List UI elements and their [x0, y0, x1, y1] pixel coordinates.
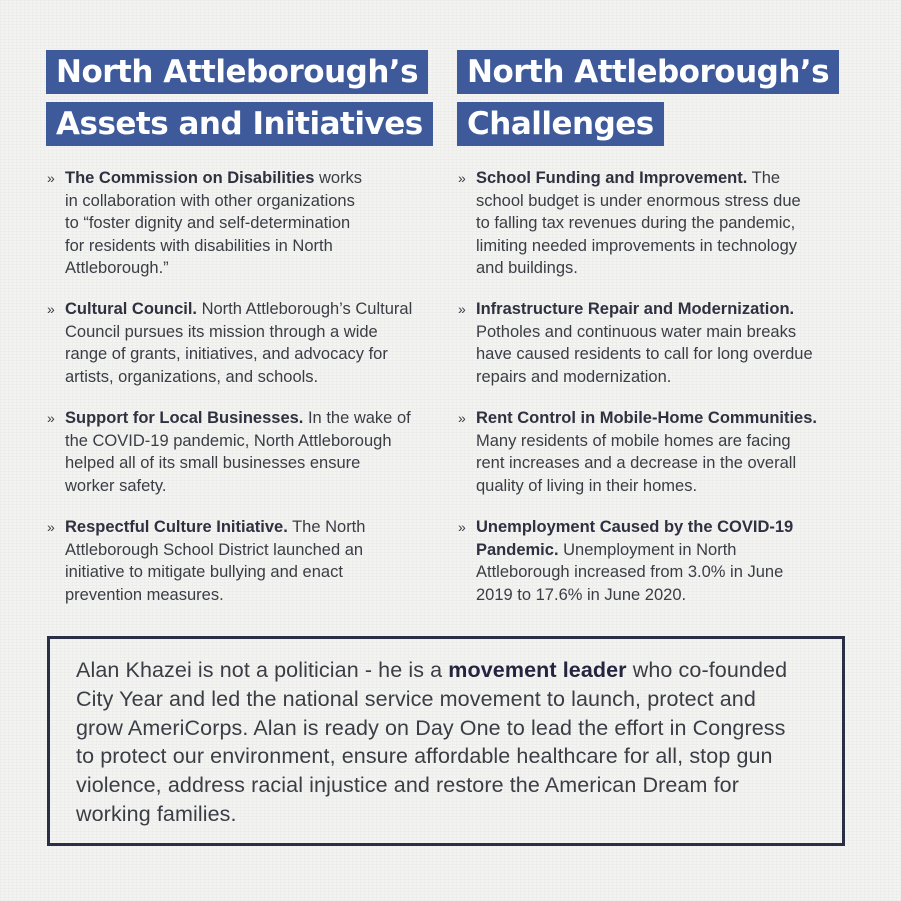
bullet-icon: » [458, 410, 466, 426]
list-item [46, 167, 362, 280]
item-text: quality of living in their homes. [476, 476, 698, 495]
item-text: Attleborough School District launched an [65, 540, 364, 559]
item-text: The [747, 169, 781, 187]
item-text: worker safety. [65, 476, 167, 495]
list-item [457, 167, 801, 280]
item-title: Support for Local Businesses. [65, 409, 304, 427]
challenges-column [457, 50, 857, 604]
list-item [457, 516, 793, 606]
item-text: prevention measures. [65, 585, 224, 604]
item-text: works [314, 169, 363, 187]
list-item [457, 298, 813, 388]
item-text: In the wake of [303, 409, 411, 427]
item-text: helped all of its small businesses ensure [65, 454, 361, 473]
item-text: The North [287, 518, 366, 536]
assets-heading-line2: Assets and Initiatives [46, 102, 433, 146]
item-title-cont: Pandemic. [476, 540, 559, 559]
item-text: school budget is under enormous stress due [476, 191, 801, 210]
item-text: Attleborough increased from 3.0% in June [476, 563, 784, 582]
bullet-icon: » [458, 170, 466, 186]
item-title: Unemployment Caused by the COVID-19 [476, 518, 794, 536]
bio-line: violence, address racial injustice and restore the American Dream for [76, 773, 739, 798]
assets-column [46, 50, 441, 604]
list-item [46, 298, 412, 388]
item-title: Rent Control in Mobile-Home Communities. [476, 409, 817, 427]
bio-callout-box [47, 636, 845, 846]
bullet-icon: » [47, 519, 55, 535]
bullet-icon: » [47, 301, 55, 317]
bullet-icon: » [458, 519, 466, 535]
item-title: Cultural Council. [65, 300, 197, 318]
bio-line: grow AmeriCorps. Alan is ready on Day One to lead the effort in Congress [76, 715, 786, 740]
bio-highlight: movement leader [448, 658, 627, 682]
item-title: Infrastructure Repair and Modernization. [476, 300, 795, 318]
bullet-icon: » [47, 170, 55, 186]
list-item [46, 516, 365, 606]
assets-heading [46, 50, 441, 146]
item-text: limiting needed improvements in technology [476, 236, 798, 255]
item-text: Many residents of mobile homes are facing [476, 431, 791, 450]
item-text: 2019 to 17.6% in June 2020. [476, 585, 687, 604]
item-title: School Funding and Improvement. [476, 169, 748, 187]
list-item [46, 407, 411, 497]
item-text: Unemployment in North [558, 540, 737, 559]
bio-line: working families. [76, 801, 237, 826]
bio-line: City Year and led the national service movement to launch, protect and [76, 686, 756, 711]
bio-line-text: Alan Khazei is not a politician - he is a [76, 658, 449, 682]
item-text: have caused residents to call for long overdue [476, 345, 813, 364]
challenges-heading [457, 50, 857, 146]
bio-line: to protect our environment, ensure affordable healthcare for all, stop gun [76, 744, 773, 769]
item-text: repairs and modernization. [476, 367, 672, 386]
assets-heading-line1: North Attleborough’s [46, 50, 428, 94]
item-title: Respectful Culture Initiative. [65, 518, 288, 536]
item-text: in collaboration with other organizations [65, 191, 355, 210]
item-text: initiative to mitigate bullying and enact [65, 563, 343, 582]
bio-line-text: who co-founded [626, 658, 788, 682]
item-text: artists, organizations, and schools. [65, 367, 319, 386]
item-text: rent increases and a decrease in the overall [476, 454, 797, 473]
bullet-icon: » [458, 301, 466, 317]
bio-line [76, 656, 787, 685]
item-text: range of grants, initiatives, and advocacy for [65, 345, 388, 364]
list-item [457, 407, 817, 497]
item-text: to falling tax revenues during the pandemic, [476, 214, 796, 233]
item-text: the COVID-19 pandemic, North Attleborough [65, 431, 392, 450]
item-text: for residents with disabilities in North [65, 236, 333, 255]
item-text: Attleborough.” [65, 259, 169, 278]
bio-text [76, 656, 787, 829]
item-text: Potholes and continuous water main breaks [476, 322, 797, 341]
item-title: The Commission on Disabilities [65, 169, 315, 187]
bullet-icon: » [47, 410, 55, 426]
item-text: to “foster dignity and self-determination [65, 214, 351, 233]
challenges-heading-line2: Challenges [457, 102, 664, 146]
item-text: Council pursues its mission through a wide [65, 322, 378, 341]
challenges-heading-line1: North Attleborough’s [457, 50, 839, 94]
item-text: North Attleborough’s Cultural [197, 300, 413, 318]
item-text: and buildings. [476, 259, 578, 278]
